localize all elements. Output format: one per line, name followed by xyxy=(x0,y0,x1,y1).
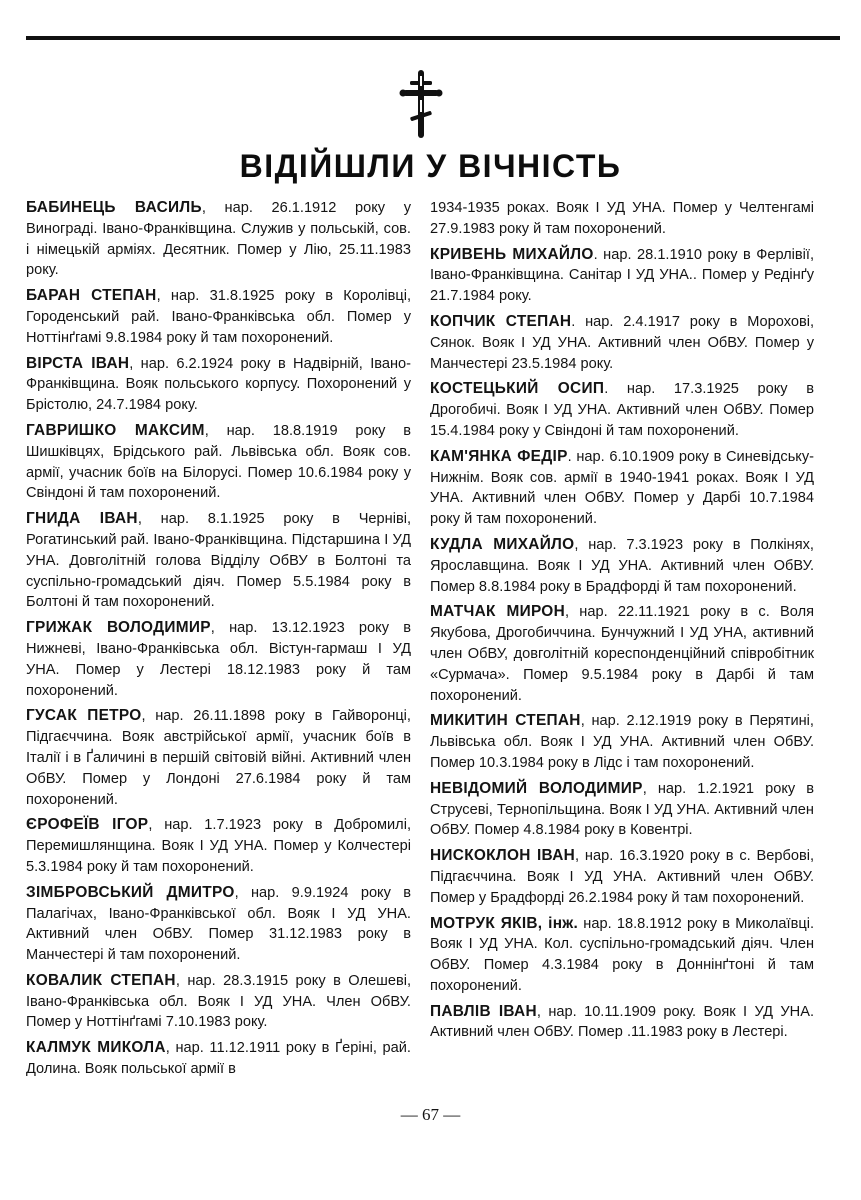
page-title: ВІДІЙШЛИ У ВІЧНІСТЬ xyxy=(239,148,622,184)
obituary-entry xyxy=(26,706,411,810)
obituary-text: . нар. 6.10.1909 року в Синевідську-Нижнім. Вояк сов. армії в 1940-1941 роках. Вояк І УД УНА. Активний член ОбВУ. Помер у Дарбі 10.7.1984 року й там похоронений. xyxy=(430,448,814,528)
obituary-text: , нар. 13.12.1923 року в Нижневі, Івано-Франківська обл. Вістун-гармаш І УД УНА. Помер у Лестері 18.12.1983 року й там похоронений. xyxy=(26,620,412,699)
obituary-entry xyxy=(430,245,814,307)
obituary-text: , нар. 6.2.1924 року в Надвірній, Івано-Франківщина. Вояк польського корпусу. Похоронений у Брістолю, 24.7.1984 року. xyxy=(26,355,411,414)
deceased-name: ЄРОФЕЇВ ІГОР xyxy=(26,816,149,834)
deceased-name: НЕВІДОМИЙ ВОЛОДИМИР xyxy=(430,779,643,797)
obituary-entry xyxy=(26,883,411,966)
deceased-name: ВІРСТА ІВАН xyxy=(26,354,130,372)
obituary-text: , нар. 9.9.1924 року в Палагічах, Івано-Франківської обл. Вояк І УД УНА. Активний член ОбВУ. Помер 31.12.1983 року в Манчестері й там похоронений. xyxy=(26,884,411,964)
deceased-name: ГРИЖАК ВОЛОДИМИР xyxy=(26,619,211,637)
obituary-text: . нар. 17.3.1925 року в Дрогобичі. Вояк І УД УНА. Активний член ОбВУ. Помер 15.4.1984 року у Свіндоні й там похоронений. xyxy=(430,381,814,439)
deceased-name: МОТРУК ЯКІВ, інж. xyxy=(430,914,579,932)
deceased-name: НИСКОКЛОН ІВАН xyxy=(430,847,576,865)
obituary-text: , нар. 26.1.1912 року у Винограді. Івано-Франківщина. Служив у польській, сов. і німецькій арміях. Десятник. Помер у Лію, 25.11.1983 року. xyxy=(26,200,412,279)
right-column xyxy=(430,198,814,1048)
deceased-name: КАЛМУК МИКОЛА xyxy=(26,1039,166,1057)
obituary-text: нар. 18.8.1912 року в Миколаївці. Вояк І УД УНА. Кол. суспільно-громадський діяч. Член ОбВУ. Помер 4.3.1984 року в Доннінґтоні й там похоронений. xyxy=(430,915,814,994)
deceased-name: ГУСАК ПЕТРО xyxy=(26,707,142,725)
obituary-entry-continued xyxy=(430,198,814,240)
obituary-entry xyxy=(430,914,814,997)
obituary-entry xyxy=(26,354,411,416)
deceased-name: БАРАН СТЕПАН xyxy=(26,287,157,305)
obituary-entry xyxy=(430,379,814,441)
obituary-entry xyxy=(430,1002,814,1044)
deceased-name: МАТЧАК МИРОН xyxy=(430,603,565,621)
obituary-text: , нар. 11.12.1911 року в Ґеріні, рай. Долина. Вояк польської армії в xyxy=(26,1040,411,1078)
obituary-text: , нар. 22.11.1921 року в с. Воля Якубова, Дрогобиччина. Бунчужний І УД УНА, активний член ОбВУ, довголітній кореспонденційний співробітник «Сурмача». Помер 9.5.1984 року в Дарбі й там похоронений. xyxy=(430,604,814,704)
obituary-entry xyxy=(430,535,814,597)
obituary-text: . нар. 28.1.1910 року в Ферлівії, Івано-Франківщина. Санітар І УД УНА.. Помер у Редінґу 21.7.1984 року. xyxy=(430,246,814,305)
deceased-name: КОСТЕЦЬКИЙ ОСИП xyxy=(430,380,605,398)
deceased-name: КАМ'ЯНКА ФЕДІР xyxy=(430,447,568,465)
obituary-text: , нар. 28.3.1915 року в Олешеві, Івано-Франківська обл. Вояк І УД УНА. Член ОбВУ. Помер у Ноттінґгамі 7.10.1983 року. xyxy=(26,972,411,1031)
obituary-text: , нар. 1.7.1923 року в Добромилі, Перемишлянщина. Вояк І УД УНА. Помер у Колчестері 5.3.1984 року й там похоронений. xyxy=(26,817,411,875)
deceased-name: ГАВРИШКО МАКСИМ xyxy=(26,421,205,439)
obituary-entry xyxy=(26,618,411,701)
obituary-text: , нар. 8.1.1925 року в Черніві, Рогатинський рай. Івано-Франківщина. Підстаршина І УД УНА. Довголітній голова Відділу ОбВУ в Болтоні та суспільно-громадський діяч. Помер 5.5.1984 року в Болтоні й там похоронений. xyxy=(26,511,412,611)
deceased-name: МИКИТИН СТЕПАН xyxy=(430,712,581,730)
obituary-text: . нар. 2.4.1917 року в Морохові, Сянок. Вояк І УД УНА. Активний член ОбВУ. Помер у Манчестері 23.5.1984 року. xyxy=(430,313,814,372)
deceased-name: КОПЧИК СТЕПАН xyxy=(430,312,572,330)
obituary-entry xyxy=(26,1038,411,1080)
deceased-name: КОВАЛИК СТЕПАН xyxy=(26,971,176,989)
obituary-entry xyxy=(430,447,814,530)
obituary-text: , нар. 1.2.1921 року в Струсеві, Тернопільщина. Вояк І УД УНА. Активний член ОбВУ. Помер 4.8.1984 року в Ковентрі. xyxy=(430,780,814,839)
obituary-text: , нар. 2.12.1919 року в Перятині, Львівська обл. Вояк І УД УНА. Активний член ОбВУ. Помер 10.3.1984 року в Лідс і там похоронений. xyxy=(430,713,814,771)
obituary-entry xyxy=(430,779,814,841)
orthodox-cross-icon xyxy=(396,70,446,138)
deceased-name: ГНИДА ІВАН xyxy=(26,510,138,528)
deceased-name: КУДЛА МИХАЙЛО xyxy=(430,535,575,553)
obituary-entry xyxy=(430,711,814,773)
left-column xyxy=(26,198,411,1085)
obituary-text: , нар. 26.11.1898 року в Гайворонці, Підгаєччина. Вояк австрійської армії, учасник боїв в Італії і в Ґаличині в першій світовій війні. Активний член ОбВУ. Помер у Лондоні 27.6.1984 року й там похоронений. xyxy=(26,708,411,808)
obituary-entry xyxy=(26,421,411,504)
deceased-name: ПАВЛІВ ІВАН xyxy=(430,1002,537,1020)
deceased-name: БАБИНЕЦЬ ВАСИЛЬ xyxy=(26,199,202,216)
deceased-name: КРИВЕНЬ МИХАЙЛО xyxy=(430,245,594,263)
top-rule xyxy=(26,36,840,40)
obituary-text: , нар. 10.11.1909 року. Вояк І УД УНА. Активний член ОбВУ. Помер .11.1983 року в Лестері. xyxy=(430,1003,814,1041)
obituary-text: , нар. 18.8.1919 року в Шишківцях, Брідського рай. Львівська обл. Вояк сов. армії, учасник боїв на Білорусі. Помер 10.6.1984 року у Свіндоні й там похоронений. xyxy=(26,422,412,502)
obituary-entry xyxy=(430,312,814,374)
obituary-text: 1934-1935 роках. Вояк І УД УНА. Помер у Челтенгамі 27.9.1983 року й там похоронений. xyxy=(430,200,814,237)
page-number: — 67 — xyxy=(400,1105,461,1124)
obituary-entry xyxy=(26,815,411,877)
obituary-entry xyxy=(26,286,411,348)
obituary-text: , нар. 31.8.1925 року в Королівці, Городенський рай. Івано-Франківська обл. Помер у Ноттінґгамі 9.8.1984 року й там похоронений. xyxy=(26,288,412,346)
obituary-text: , нар. 7.3.1923 року в Полкінях, Ярославщина. Вояк І УД УНА. Активний член ОбВУ. Помер 8.8.1984 року в Брадфорді й там похоронений. xyxy=(430,536,814,595)
deceased-name: ЗІМБРОВСЬКИЙ ДМИТРО xyxy=(26,883,235,901)
obituary-entry xyxy=(26,509,411,613)
obituary-entry xyxy=(430,602,814,706)
obituary-entry xyxy=(430,846,814,908)
obituary-entry xyxy=(26,198,411,281)
obituary-entry xyxy=(26,971,411,1033)
obituary-text: , нар. 16.3.1920 року в с. Вербові, Підгаєччина. Вояк І УД УНА. Активний член ОбВУ. Помер у Брадфорді 26.2.1984 року й там похоронений. xyxy=(430,848,815,906)
